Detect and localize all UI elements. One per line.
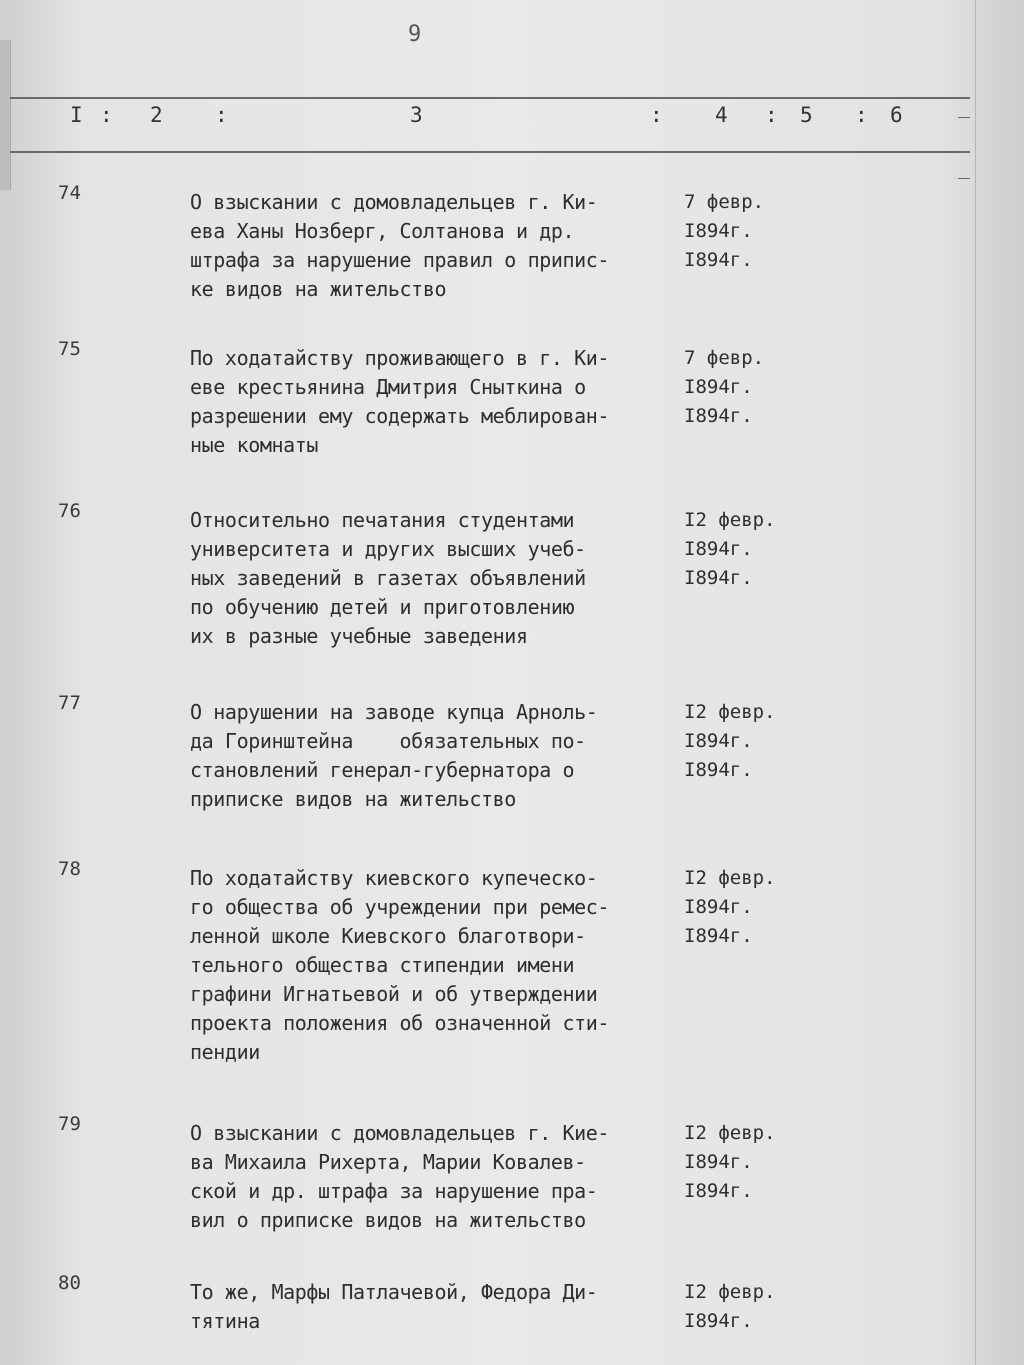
description-line: ные комнаты <box>190 433 319 457</box>
entry-description <box>190 864 670 1067</box>
description-line: еве крестьянина Дмитрия Сныткина о <box>190 375 586 399</box>
description-line: ва Михаила Рихерта, Марии Ковалев- <box>190 1150 586 1174</box>
entry-description <box>190 344 670 460</box>
description-line: проекта положения об означенной сти- <box>190 1011 610 1035</box>
entry-dates <box>684 864 814 951</box>
header-top-rule <box>10 97 970 99</box>
date-line: I2 февр. <box>684 701 776 723</box>
column-header-4: 4 <box>715 103 728 127</box>
entry-number: 80 <box>58 1272 81 1294</box>
date-line: I894г. <box>684 376 753 398</box>
margin-tick <box>958 178 970 179</box>
date-line: I894г. <box>684 1151 753 1173</box>
description-line: О нарушении на заводе купца Арноль- <box>190 700 598 724</box>
column-separator: : <box>855 103 868 127</box>
date-line: I894г. <box>684 730 753 752</box>
page-number: 9 <box>408 22 422 47</box>
entry-description <box>190 698 670 814</box>
description-line: ева Ханы Нозберг, Солтанова и др. <box>190 219 575 243</box>
description-line: штрафа за нарушение правил о припис- <box>190 248 610 272</box>
entry-number: 78 <box>58 858 81 880</box>
entry-number: 76 <box>58 500 81 522</box>
entry-dates <box>684 1119 814 1206</box>
entry-number: 77 <box>58 692 81 714</box>
column-header-5: 5 <box>800 103 813 127</box>
column-separator: : <box>765 103 778 127</box>
header-bottom-rule <box>10 151 970 153</box>
description-line: По ходатайству киевского купеческо- <box>190 866 598 890</box>
date-line: 7 февр. <box>684 191 765 213</box>
date-line: I2 февр. <box>684 1281 776 1303</box>
entry-description <box>190 188 670 304</box>
column-separator: : <box>215 103 228 127</box>
column-separator: : <box>100 103 113 127</box>
description-line: пендии <box>190 1040 260 1064</box>
entry-dates <box>684 506 814 593</box>
entry-dates <box>684 344 814 431</box>
description-line: ных заведений в газетах объявлений <box>190 566 586 590</box>
margin-tick <box>958 117 970 118</box>
description-line: го общества об учреждении при ремес- <box>190 895 610 919</box>
column-separator: : <box>650 103 663 127</box>
description-line: ской и др. штрафа за нарушение пра- <box>190 1179 598 1203</box>
entry-dates <box>684 188 814 275</box>
date-line: I894г. <box>684 249 753 271</box>
description-line: ке видов на жительство <box>190 277 447 301</box>
description-line: О взыскании с домовладельцев г. Ки- <box>190 190 598 214</box>
date-line: I894г. <box>684 538 753 560</box>
date-line: I894г. <box>684 567 753 589</box>
entry-dates <box>684 698 814 785</box>
entry-description <box>190 506 670 651</box>
description-line: О взыскании с домовладельцев г. Кие- <box>190 1121 610 1145</box>
entry-number: 74 <box>58 182 81 204</box>
date-line: I894г. <box>684 220 753 242</box>
description-line: То же, Марфы Патлачевой, Федора Ди- <box>190 1280 598 1304</box>
page-right-edge <box>975 0 976 1365</box>
column-header-2: 2 <box>150 103 163 127</box>
date-line: I2 февр. <box>684 867 776 889</box>
date-line: 7 февр. <box>684 347 765 369</box>
column-header-3: 3 <box>410 103 423 127</box>
entry-dates <box>684 1278 814 1336</box>
entry-description <box>190 1278 670 1336</box>
date-line: I894г. <box>684 1310 753 1332</box>
description-line: тельного общества стипендии имени <box>190 953 575 977</box>
description-line: По ходатайству проживающего в г. Ки- <box>190 346 610 370</box>
entry-number: 75 <box>58 338 81 360</box>
description-line: разрешении ему содержать меблирован- <box>190 404 610 428</box>
description-line: Относительно печатания студентами <box>190 508 575 532</box>
entry-number: 79 <box>58 1113 81 1135</box>
description-line: вил о приписке видов на жительство <box>190 1208 586 1232</box>
date-line: I894г. <box>684 759 753 781</box>
date-line: I2 февр. <box>684 1122 776 1144</box>
description-line: ленной школе Киевского благотвори- <box>190 924 586 948</box>
description-line: тятина <box>190 1309 260 1333</box>
date-line: I894г. <box>684 925 753 947</box>
column-header-6: 6 <box>890 103 903 127</box>
date-line: I894г. <box>684 896 753 918</box>
date-line: I894г. <box>684 405 753 427</box>
entry-description <box>190 1119 670 1235</box>
description-line: приписке видов на жительство <box>190 787 516 811</box>
description-line: по обучению детей и приготовлению <box>190 595 575 619</box>
description-line: становлений генерал-губернатора о <box>190 758 575 782</box>
description-line: графини Игнатьевой и об утверждении <box>190 982 598 1006</box>
page-binding-edge <box>0 40 11 190</box>
date-line: I894г. <box>684 1180 753 1202</box>
column-header-1: I <box>70 103 83 127</box>
date-line: I2 февр. <box>684 509 776 531</box>
description-line: университета и других высших учеб- <box>190 537 586 561</box>
description-line: да Горинштейна обязательных по- <box>190 729 586 753</box>
description-line: их в разные учебные заведения <box>190 624 528 648</box>
